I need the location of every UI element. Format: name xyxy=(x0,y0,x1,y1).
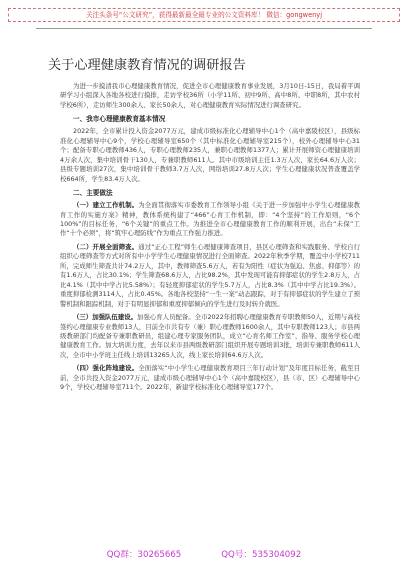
practice-lead-mechanism: （一）建立工作机制。 xyxy=(73,201,139,210)
footer-contact xyxy=(0,548,408,562)
header-divider xyxy=(36,28,372,29)
intro-paragraph: 为进一步摸清我市心理健康教育情况，促进全市心理健康教育事业发展，3月10日-15日，我局着平调研学习小组深入各地各校进行摸排，走访学校36所（小学11所、初中9所、高中8所、中职8所，其中农村学校6所），走访师生300余人、家长50余人，对心理健康教育实际情况进行调查研究。 xyxy=(60,82,360,109)
practice-paragraph-facilities xyxy=(60,364,360,392)
promo-banner xyxy=(8,8,400,22)
practice-lead-screening: （二）开展全面筛查。 xyxy=(73,242,139,251)
section-1-paragraph: 2022年，全市累计投入资金2077万元，建成市级标准化心理辅导中心1个（高中嘉陵校区），县级标准化心理辅导中心9个，学校心理辅导室650个（其中标准化心理辅导室215个），校外心理辅导中心31个；配备专职心理教师436人，专职心理教师235人，兼职心理教师1377人；累计开展师资心理健康培训4万余人次，集中培训骨干130人，专兼职教师611人。其中市级培训主任1.3万人次，家长64.6万人次；县级专题培训27次，集中培训骨干教师3.7万人次，网络培训27.8万人次；学生心理健康状况普查覆盖学校664所，学生83.4万人次。 xyxy=(60,127,360,183)
section-1-heading: 一、我市心理健康教育基本情况 xyxy=(73,115,166,124)
practice-lead-facilities: （四）强化阵地建设。 xyxy=(73,364,139,373)
practice-text-mechanism: 为全面贯彻落实市委教育工作领导小组《关于进一步加强中小学生心理健康教育工作的实施方案》精神，教体系统构建了“466”心育工作机制，即：“4个坚持”的工作原则，“6个100%”的目标任务，“6个关键”的重点工作。为推进全市心理健康教育工作的顺利开展，出台“未保”工作“十个必须”，将“筑牢心理防线”作为重点工作强力推进。 xyxy=(60,201,361,238)
practice-text-screening: 通过“正心工程”师生心理健康筛查项目，县区心理筛查和实践服务、学校自行组织心理筛查等方式对所有中小学学生心理健康情况进行全面筛查。2022年秋季学期，覆盖中小学校711所，完成师生筛查共计74.2万人，其中，教师筛查5.6万人，若有为阳性（症状为强迫、焦虑、抑郁等）的有1.6万人，占比30.1%；学生筛查68.6万人，占比98.2%，其中发现可能有抑郁症状的学生2.8万人，占比4.1%（其中中学占比5.58%）；有轻度抑郁症状的学生5.7万人，占比8.3%（其中中学占比19.3%）。重度抑郁检测3114人，占比0.45%。各地各校坚持“一生一案”动态跟踪，对于有抑郁症状的学生建立了预警机制和跟踪机制，对于有明显抑郁和重度抑郁倾向的学生进行及时转介就医。 xyxy=(60,242,361,308)
practice-paragraph-staffing xyxy=(60,313,360,360)
practice-paragraph-screening xyxy=(60,243,360,309)
section-2-heading: 二、主要做法 xyxy=(73,189,113,198)
practice-paragraph-mechanism xyxy=(60,201,360,239)
footer-qq-group: QQ群：30265665 xyxy=(106,550,182,560)
document-title: 关于心理健康教育情况的调研报告 xyxy=(48,58,246,73)
document-body xyxy=(60,82,360,393)
practice-lead-staffing: （三）加强队伍建设。 xyxy=(73,313,138,322)
footer-qq-number: QQ号：535304092 xyxy=(221,550,302,560)
promo-banner-text: 关注头条号“公文研究”，获得最新最全最专业的公文资料库！ 微信：gongwenyj xyxy=(85,11,323,19)
practice-text-staffing: 加强心育人员配备。全市2022年招聘心理健康教育专职教师50人，近期与高校签约心理健康专业教师13人，目前全市共有专（兼）职心理教师1600余人，其中专职教师123人；市县两级教研部门均配备专兼职教研员，组建心理专家服务团队，成立“心育名师工作室”，指导、服务学校心理健康教育工作。加大培训力度，去年以来市县两级教研部门组织开展专题培训3批，培训专兼职教师611人次，全市中小学班主任线上培训13265人次，线上家长培训64.6万人次。 xyxy=(60,313,360,359)
practice-text-facilities: 全面落实“中小学生心理健康教育项目三年行动计划”及年度目标任务，截至目前，全市共投入资金2077万元，建成市级心理辅导中心1个（高中嘉陵校区），县（市、区）心理辅导中心9个，学校心理辅导室711个。2022年，新建学校标准化心理辅导室177个。 xyxy=(60,364,361,392)
